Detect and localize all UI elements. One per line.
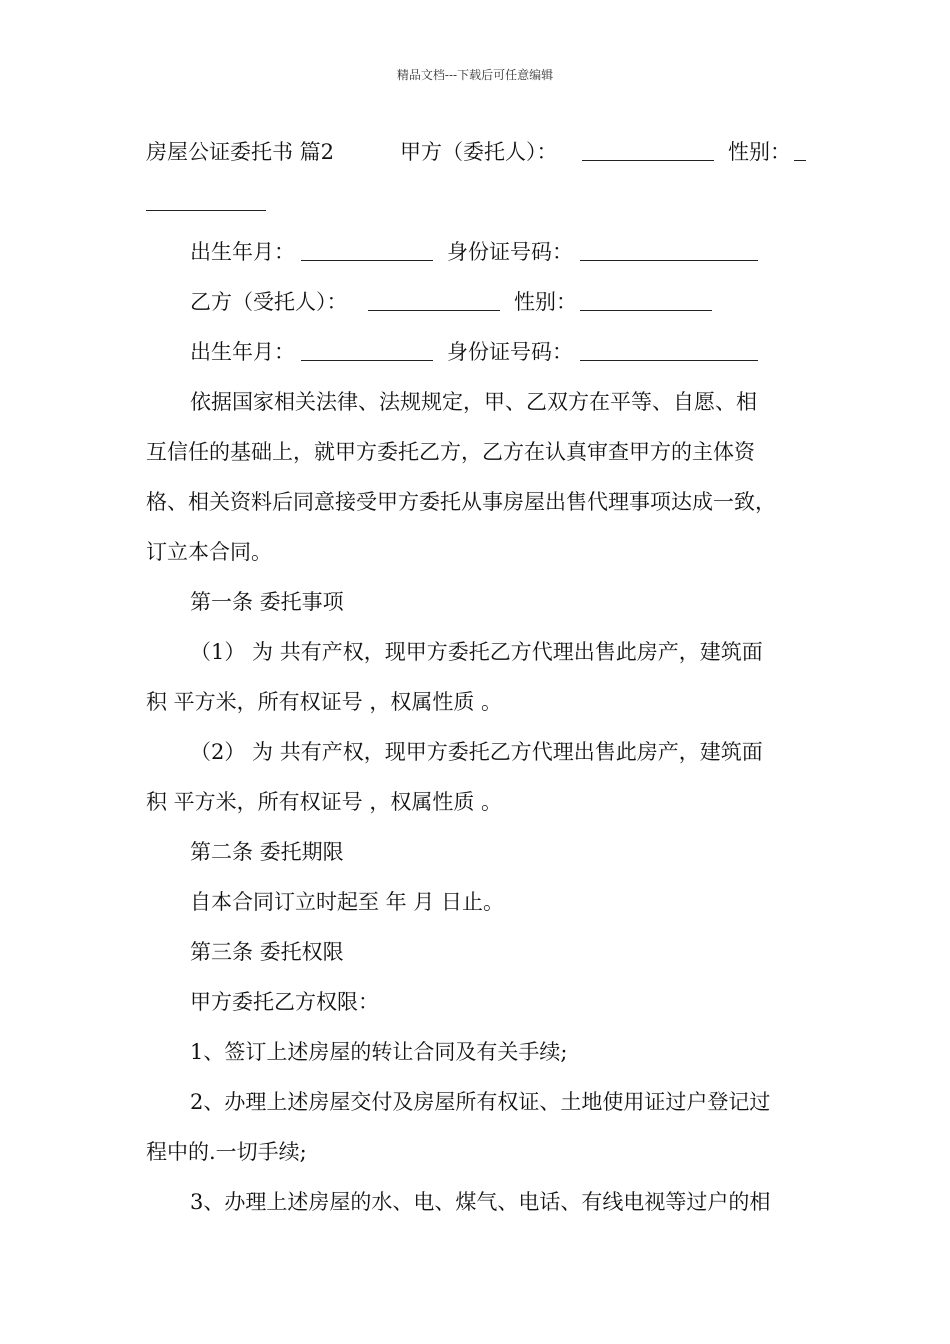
preamble-line-4: 订立本合同。: [146, 540, 272, 564]
party-a-name-blank: [582, 138, 714, 161]
body-line: [0, 634, 950, 670]
body-line: [0, 534, 950, 570]
party-a-birth-id-line: [0, 234, 950, 270]
document-title: 房屋公证委托书 篇2: [146, 140, 335, 164]
article-3-item-2-line-1: 2、办理上述房屋交付及房屋所有权证、土地使用证过户登记过: [190, 1090, 771, 1114]
body-line: [0, 834, 950, 870]
article-1-heading: 第一条 委托事项: [190, 590, 344, 614]
article-1-item-1-line-2: 积 平方米，所有权证号 ，权属性质 。: [146, 690, 503, 714]
body-line: [0, 1184, 950, 1220]
party-b-gender-blank: [580, 288, 712, 311]
preamble-line-1: 依据国家相关法律、法规规定，甲、乙双方在平等、自愿、相: [190, 390, 757, 414]
party-a-id-label: 身份证号码：: [447, 240, 573, 264]
party-a-gender-blank-start: [794, 138, 806, 161]
party-b-birth-id-line: [0, 334, 950, 370]
body-line: [0, 934, 950, 970]
body-line: [0, 484, 950, 520]
party-a-gender-label: 性别：: [728, 140, 791, 164]
body-line: [0, 984, 950, 1020]
party-b-birth-label: 出生年月：: [190, 340, 295, 364]
party-b-birth-blank: [301, 338, 433, 361]
article-3-heading: 第三条 委托权限: [190, 940, 344, 964]
preamble-line-2: 互信任的基础上，就甲方委托乙方，乙方在认真审查甲方的主体资: [146, 440, 755, 464]
body-line: [0, 584, 950, 620]
party-a-gender-blank-end: [146, 188, 266, 211]
body-line: [0, 884, 950, 920]
party-a-label: 甲方（委托人）：: [400, 140, 558, 164]
article-3-item-2-line-2: 程中的.一切手续;: [146, 1140, 307, 1164]
page-header: 精品文档---下载后可任意编辑: [396, 68, 554, 82]
party-a-id-blank: [580, 238, 758, 261]
article-2-text: 自本合同订立时起至 年 月 日止。: [190, 890, 505, 914]
article-1-item-2-line-1: （2） 为 共有产权，现甲方委托乙方代理出售此房产，建筑面: [190, 740, 763, 764]
party-a-birth-label: 出生年月：: [190, 240, 295, 264]
body-line: [0, 734, 950, 770]
party-a-birth-blank: [301, 238, 433, 261]
party-b-gender-label: 性别：: [514, 290, 577, 314]
party-b-label: 乙方（受托人）：: [190, 290, 348, 314]
title-party-a-line: [0, 134, 950, 170]
preamble-line-3: 格、相关资料后同意接受甲方委托从事房屋出售代理事项达成一致，: [146, 490, 776, 514]
article-3-item-3-line-1: 3、办理上述房屋的水、电、煤气、电话、有线电视等过户的相: [190, 1190, 771, 1214]
party-b-line: [0, 284, 950, 320]
article-2-heading: 第二条 委托期限: [190, 840, 344, 864]
party-a-gender-continuation: [0, 184, 950, 220]
article-3-intro: 甲方委托乙方权限：: [190, 990, 379, 1014]
body-line: [0, 1034, 950, 1070]
party-b-name-blank: [368, 288, 500, 311]
article-1-item-2-line-2: 积 平方米，所有权证号 ，权属性质 。: [146, 790, 503, 814]
article-1-item-1-line-1: （1） 为 共有产权，现甲方委托乙方代理出售此房产，建筑面: [190, 640, 763, 664]
article-3-item-1: 1、签订上述房屋的转让合同及有关手续;: [190, 1040, 568, 1064]
body-line: [0, 434, 950, 470]
body-line: [0, 1084, 950, 1120]
body-line: [0, 384, 950, 420]
party-b-id-label: 身份证号码：: [447, 340, 573, 364]
body-line: [0, 1134, 950, 1170]
party-b-id-blank: [580, 338, 758, 361]
body-line: [0, 684, 950, 720]
body-line: [0, 784, 950, 820]
